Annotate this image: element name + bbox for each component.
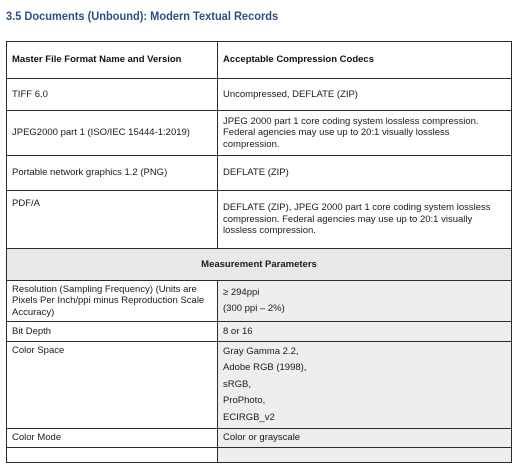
- codec-cell: DEFLATE (ZIP): [218, 156, 512, 191]
- table-row: [7, 79, 512, 111]
- table-header-row: [7, 42, 512, 79]
- value-line: ≥ 294ppi: [223, 287, 260, 298]
- measurement-header: Measurement Parameters: [7, 249, 512, 281]
- requirements-table: [6, 41, 512, 463]
- value-cell: 8 or 16: [218, 322, 512, 342]
- table-row: [7, 191, 512, 249]
- format-cell: Portable network graphics 1.2 (PNG): [7, 156, 218, 191]
- parameter-cell: Resolution (Sampling Frequency) (Units are Pixels Per Inch/ppi minus Reproduction Scale Accuracy): [7, 281, 218, 322]
- format-column-header: Master File Format Name and Version: [7, 42, 218, 79]
- codecs-column-header: Acceptable Compression Codecs: [218, 42, 512, 79]
- value-line: Adobe RGB (1998),: [223, 362, 307, 374]
- value-cell: Color or grayscale: [218, 429, 512, 448]
- value-line: ECIRGB_v2: [223, 411, 275, 423]
- value-line: sRGB,: [223, 378, 251, 390]
- format-cell: JPEG2000 part 1 (ISO/IEC 15444-1:2019): [7, 111, 218, 156]
- section-title: 3.5 Documents (Unbound): Modern Textual Records: [6, 9, 279, 23]
- codec-cell: Uncompressed, DEFLATE (ZIP): [218, 79, 512, 111]
- table-row: [7, 111, 512, 156]
- table-row: [7, 429, 512, 448]
- parameter-cell: Bit Depth: [7, 322, 218, 342]
- table-row: [7, 322, 512, 342]
- parameter-cell: Color Mode: [7, 429, 218, 448]
- table-row-cut-off: [7, 448, 512, 463]
- value-cell: [218, 342, 512, 429]
- parameter-cell: [7, 448, 218, 463]
- codec-cell: DEFLATE (ZIP), JPEG 2000 part 1 core coding system lossless compression. Federal agencies may use up to 20:1 visually lossless compression.: [218, 191, 512, 249]
- table-row: [7, 342, 512, 429]
- table-row: [7, 281, 512, 322]
- value-cell: [218, 448, 512, 463]
- value-line: ProPhoto,: [223, 395, 266, 407]
- value-line: Gray Gamma 2.2,: [223, 345, 299, 357]
- format-cell: TIFF 6.0: [7, 79, 218, 111]
- value-cell: [218, 281, 512, 322]
- table-row: [7, 156, 512, 191]
- codec-cell: JPEG 2000 part 1 core coding system lossless compression. Federal agencies may use up to 20:1 visually lossless compression.: [218, 111, 512, 156]
- format-cell: PDF/A: [7, 191, 218, 249]
- parameter-cell: Color Space: [7, 342, 218, 429]
- measurement-header-row: [7, 249, 512, 281]
- value-line: (300 ppi – 2%): [223, 303, 285, 314]
